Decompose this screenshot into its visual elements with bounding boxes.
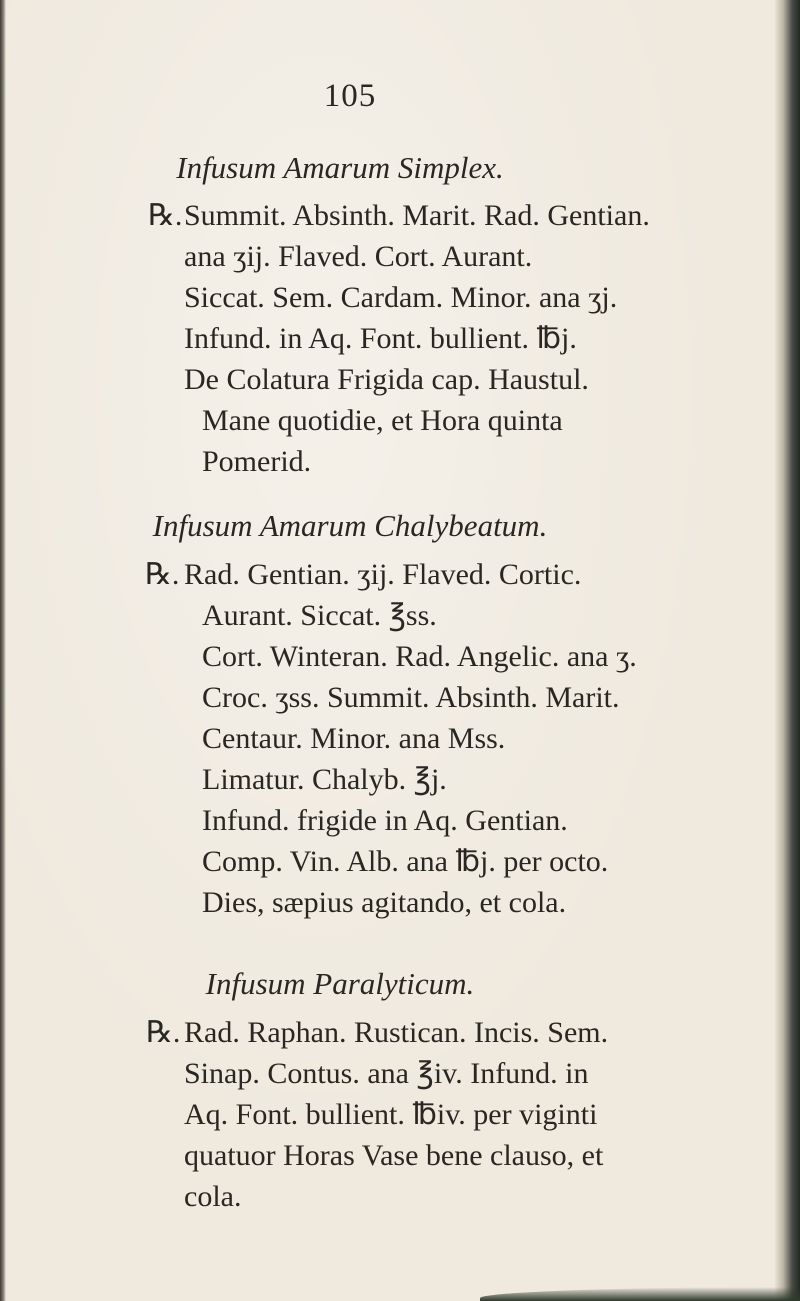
page-corner-shadow [480, 1287, 800, 1301]
page-gutter-shadow [774, 0, 800, 1301]
recipe-line: Summit. Absinth. Marit. Rad. Gentian. [184, 199, 650, 232]
recipe-line: Pomerid. [202, 445, 312, 478]
recipe-title-infusum-amarum-chalybeatum: Infusum Amarum Chalybeatum. [152, 508, 548, 543]
recipe-line: Centaur. Minor. ana Mss. [202, 722, 506, 755]
recipe-line: Cort. Winteran. Rad. Angelic. ana ʒ. [202, 640, 637, 673]
recipe-line: quatuor Horas Vase bene clauso, et [184, 1139, 604, 1172]
page-number: 105 [323, 78, 377, 114]
recipe-line: ana ʒij. Flaved. Cort. Aurant. [184, 240, 533, 273]
recipe-line: Sinap. Contus. ana ℥iv. Infund. in [184, 1057, 589, 1090]
recipe-line: Limatur. Chalyb. ℥j. [202, 763, 447, 796]
recipe-line: Aq. Font. bullient. ℔iv. per viginti [184, 1098, 598, 1131]
page-left-edge [0, 0, 6, 1301]
recipe-line: Comp. Vin. Alb. ana ℔j. per octo. [202, 845, 609, 878]
recipe-line: Rad. Raphan. Rustican. Incis. Sem. [184, 1016, 609, 1049]
recipe-symbol: ℞. [148, 199, 183, 232]
recipe-line: cola. [184, 1180, 242, 1213]
recipe-line: Aurant. Siccat. ℥ss. [202, 599, 437, 632]
recipe-title-infusum-amarum-simplex: Infusum Amarum Simplex. [176, 150, 504, 185]
recipe-line: Siccat. Sem. Cardam. Minor. ana ʒj. [184, 281, 618, 314]
recipe-line: Infund. frigide in Aq. Gentian. [202, 804, 568, 837]
recipe-symbol: ℞. [146, 1016, 181, 1049]
recipe-line: Infund. in Aq. Font. bullient. ℔j. [184, 322, 577, 355]
recipe-line: Mane quotidie, et Hora quinta [202, 404, 563, 437]
recipe-line: De Colatura Frigida cap. Haustul. [184, 363, 589, 396]
recipe-line: Croc. ʒss. Summit. Absinth. Marit. [202, 681, 620, 714]
recipe-line: Rad. Gentian. ʒij. Flaved. Cortic. [184, 558, 582, 591]
recipe-title-infusum-paralyticum: Infusum Paralyticum. [205, 966, 475, 1001]
recipe-line: Dies, sæpius agitando, et cola. [202, 886, 567, 919]
recipe-symbol: ℞. [145, 558, 180, 591]
